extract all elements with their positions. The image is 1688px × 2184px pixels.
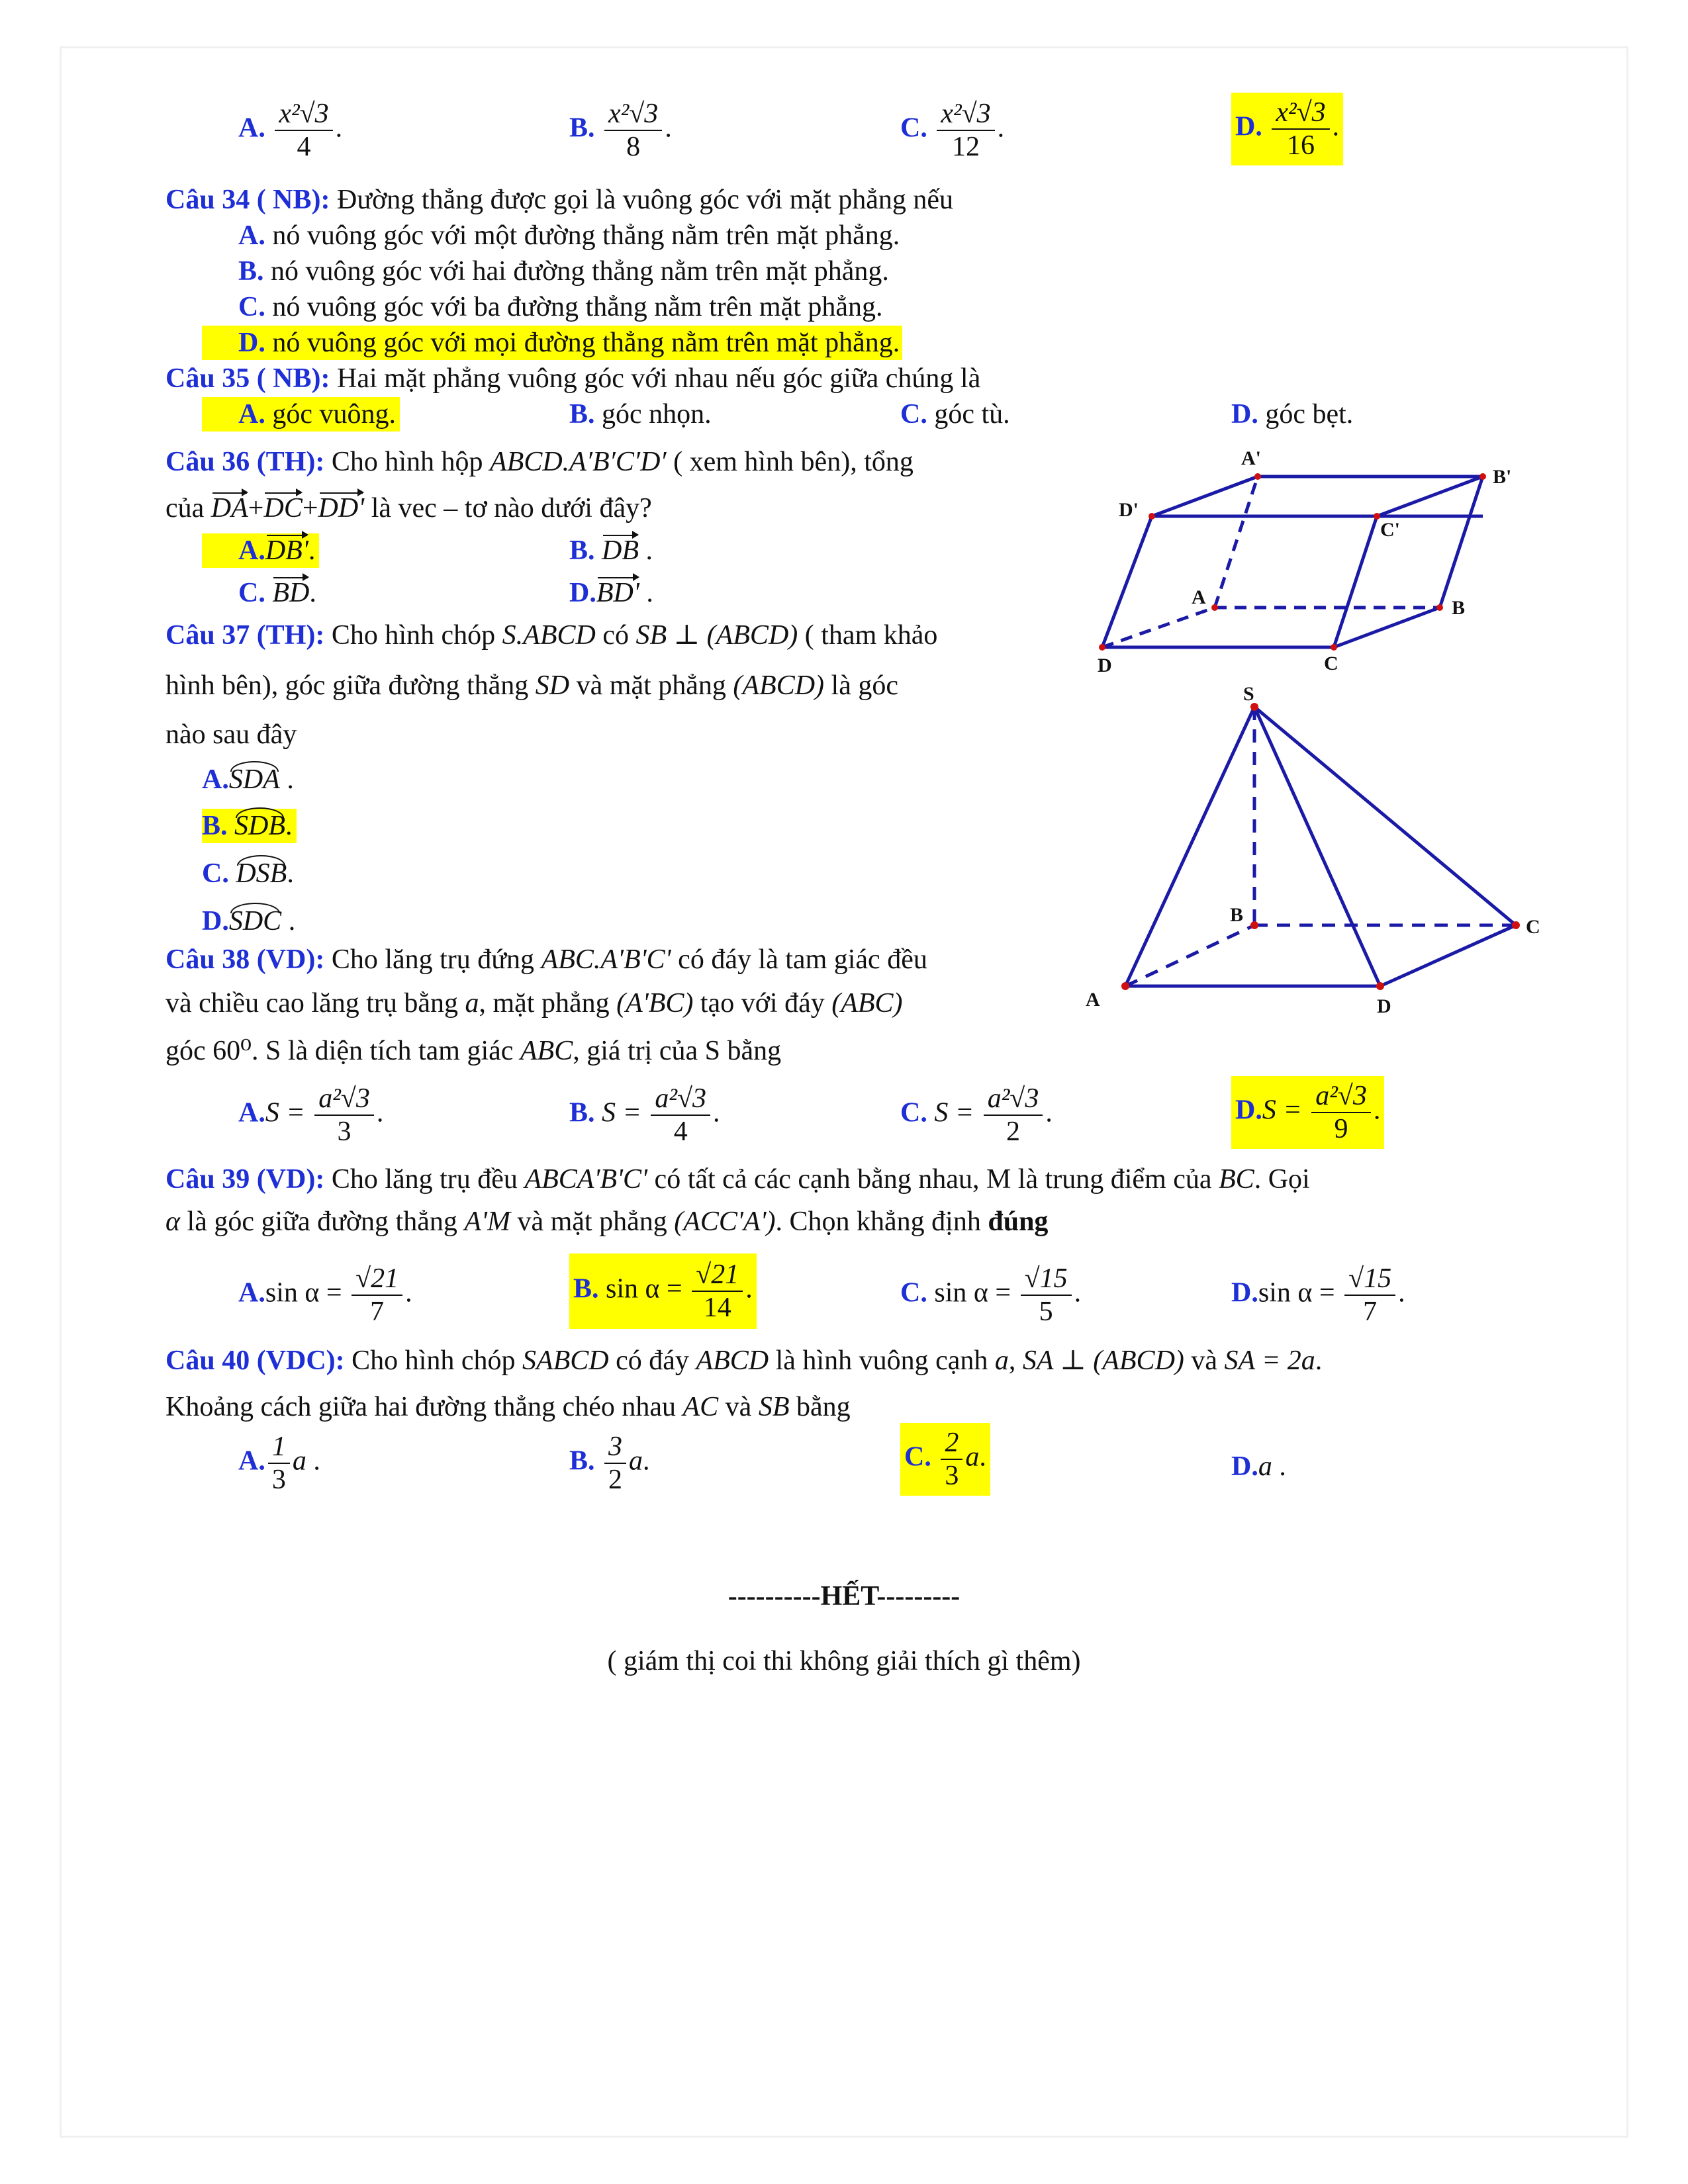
q34-option-b[interactable]: B. nó vuông góc với hai đường thẳng nằm trên mặt phẳng.	[238, 256, 889, 287]
q38-option-b[interactable]: B. S = $\frac{\text{a²√3}}{4}$ .	[569, 1083, 720, 1147]
q37-stem-line3: nào sau đây	[165, 719, 297, 750]
q33-option-a[interactable]: A. $\frac{\text{x²√3}}{4}$ .	[238, 99, 343, 162]
q36-option-a[interactable]: A.DB'.	[202, 533, 319, 568]
figure-pyramid	[1072, 682, 1549, 1039]
q38-stem-line1: Câu 38 (VD): Cho lăng trụ đứng ABC.A'B'C' có đáy là tam giác đều	[165, 944, 927, 975]
label-b: B	[1452, 597, 1466, 619]
q33-option-d[interactable]: D. $\frac{\text{x²√3}}{16}$ .	[1231, 93, 1343, 165]
label-c: C	[1324, 653, 1338, 674]
edge-d-d1	[1102, 516, 1152, 647]
label-d: D	[1377, 995, 1391, 1017]
q39-option-b[interactable]: B. sin α = $\frac{√21}{14}$ .	[569, 1253, 757, 1329]
label-a: A	[1086, 989, 1100, 1011]
q37-stem-line2: hình bên), góc giữa đường thẳng SD và mặt phẳng (ABCD) là góc	[165, 670, 898, 701]
q37-option-d[interactable]: D.SDC .	[202, 904, 295, 938]
edge-c-b	[1334, 608, 1440, 647]
q36-stem-line2: của DA+DC+DD' là vec – tơ nào dưới đây?	[165, 491, 652, 525]
edge-a-b-hidden	[1125, 925, 1254, 986]
edge-b1-c1	[1377, 477, 1483, 516]
q38-option-d[interactable]: D.S = $\frac{\text{a²√3}}{9}$ .	[1231, 1076, 1384, 1149]
q39-stem-line1: Câu 39 (VD): Cho lăng trụ đều ABCA'B'C' có tất cả các cạnh bằng nhau, M là trung điểm của BC. Gọi	[165, 1164, 1310, 1195]
edge-s-c	[1254, 707, 1516, 925]
q40-option-b[interactable]: B. $\frac{3}{2}$ a.	[569, 1432, 650, 1495]
figure-parallelepiped	[1086, 437, 1536, 682]
q37-option-b[interactable]: B. SDB.	[202, 809, 297, 843]
q38-stem-line2: và chiều cao lăng trụ bằng a, mặt phẳng (A'BC) tạo với đáy (ABC)	[165, 988, 903, 1019]
proctor-note: ( giám thị coi thi không giải thích gì thêm)	[607, 1646, 1081, 1676]
label-d: D	[1098, 655, 1112, 676]
label-a: A	[1192, 586, 1206, 608]
label-d1: D'	[1119, 499, 1139, 521]
q37-stem-line1: Câu 37 (TH): Cho hình chóp S.ABCD có SB ⊥ (ABCD) ( tham khảo	[165, 620, 938, 651]
q39-option-d[interactable]: D.sin α = $\frac{√15}{7}$ .	[1231, 1263, 1405, 1327]
edge-s-d	[1254, 707, 1380, 986]
edge-d1-a1	[1152, 477, 1258, 516]
q33-option-c[interactable]: C. $\frac{\text{x²√3}}{12}$ .	[900, 99, 1005, 162]
label-s: S	[1243, 683, 1254, 705]
q34-option-c[interactable]: C. nó vuông góc với ba đường thẳng nằm trên mặt phẳng.	[238, 292, 883, 322]
edge-c-c1	[1334, 516, 1377, 647]
q38-option-a[interactable]: A.S = $\frac{\text{a²√3}}{3}$ .	[238, 1083, 384, 1147]
edge-d-c	[1380, 925, 1516, 986]
q35-option-b[interactable]: B. góc nhọn.	[569, 399, 712, 430]
q38-option-c[interactable]: C. S = $\frac{\text{a²√3}}{2}$ .	[900, 1083, 1053, 1147]
q38-stem-line3: góc 60⁰. S là diện tích tam giác ABC, giá trị của S bằng	[165, 1036, 782, 1066]
q39-option-a[interactable]: A.sin α = $\frac{√21}{7}$ .	[238, 1263, 412, 1327]
q36-option-c[interactable]: C. BD.	[238, 576, 316, 610]
q40-option-c[interactable]: C. $\frac{2}{3}$ a.	[900, 1423, 990, 1496]
label-b1: B'	[1493, 466, 1512, 488]
end-marker: ----------HẾT---------	[727, 1581, 961, 1612]
label-b: B	[1230, 904, 1244, 926]
q34-stem: Câu 34 ( NB): Đường thẳng được gọi là vuông góc với mặt phẳng nếu	[165, 185, 953, 215]
q36-stem-line1: Câu 36 (TH): Cho hình hộp ABCD.A′B′C′D′ ( xem hình bên), tổng	[165, 447, 914, 477]
edge-d-a-hidden	[1102, 608, 1215, 647]
edge-a-a1-hidden	[1215, 477, 1258, 608]
q35-option-a[interactable]: A. góc vuông.	[202, 397, 400, 432]
q40-stem-line2: Khoảng cách giữa hai đường thẳng chéo nhau AC và SB bằng	[165, 1392, 851, 1422]
q39-option-c[interactable]: C. sin α = $\frac{√15}{5}$ .	[900, 1263, 1082, 1327]
q37-option-a[interactable]: A.SDA .	[202, 762, 294, 797]
q35-stem: Câu 35 ( NB): Hai mặt phẳng vuông góc với nhau nếu góc giữa chúng là	[165, 363, 981, 394]
label-a1: A'	[1241, 447, 1261, 469]
q34-option-a[interactable]: A. nó vuông góc với một đường thẳng nằm trên mặt phẳng.	[238, 220, 900, 251]
q34-option-d[interactable]: D. nó vuông góc với mọi đường thẳng nằm trên mặt phẳng.	[202, 326, 902, 360]
q36-option-b[interactable]: B. DB .	[569, 533, 653, 568]
edge-b-b1	[1440, 477, 1483, 608]
q40-option-d[interactable]: D.a .	[1231, 1451, 1286, 1482]
label-c: C	[1526, 916, 1540, 938]
q35-option-c[interactable]: C. góc tù.	[900, 399, 1010, 430]
q39-stem-line2: α là góc giữa đường thẳng A'M và mặt phẳng (ACC'A'). Chọn khẳng định đúng	[165, 1206, 1049, 1237]
q40-stem-line1: Câu 40 (VDC): Cho hình chóp SABCD có đáy ABCD là hình vuông cạnh a, SA ⊥ (ABCD) và SA = 2a.	[165, 1345, 1323, 1376]
q35-option-d[interactable]: D. góc bẹt.	[1231, 399, 1354, 430]
q37-option-c[interactable]: C. DSB.	[202, 856, 294, 891]
q33-option-b[interactable]: B. $\frac{\text{x²√3}}{8}$ .	[569, 99, 672, 162]
q40-option-a[interactable]: A. $\frac{1}{3}$ a .	[238, 1432, 320, 1495]
edge-s-a	[1125, 707, 1254, 986]
label-c1: C'	[1380, 519, 1400, 541]
q36-option-d[interactable]: D.BD' .	[569, 576, 653, 610]
